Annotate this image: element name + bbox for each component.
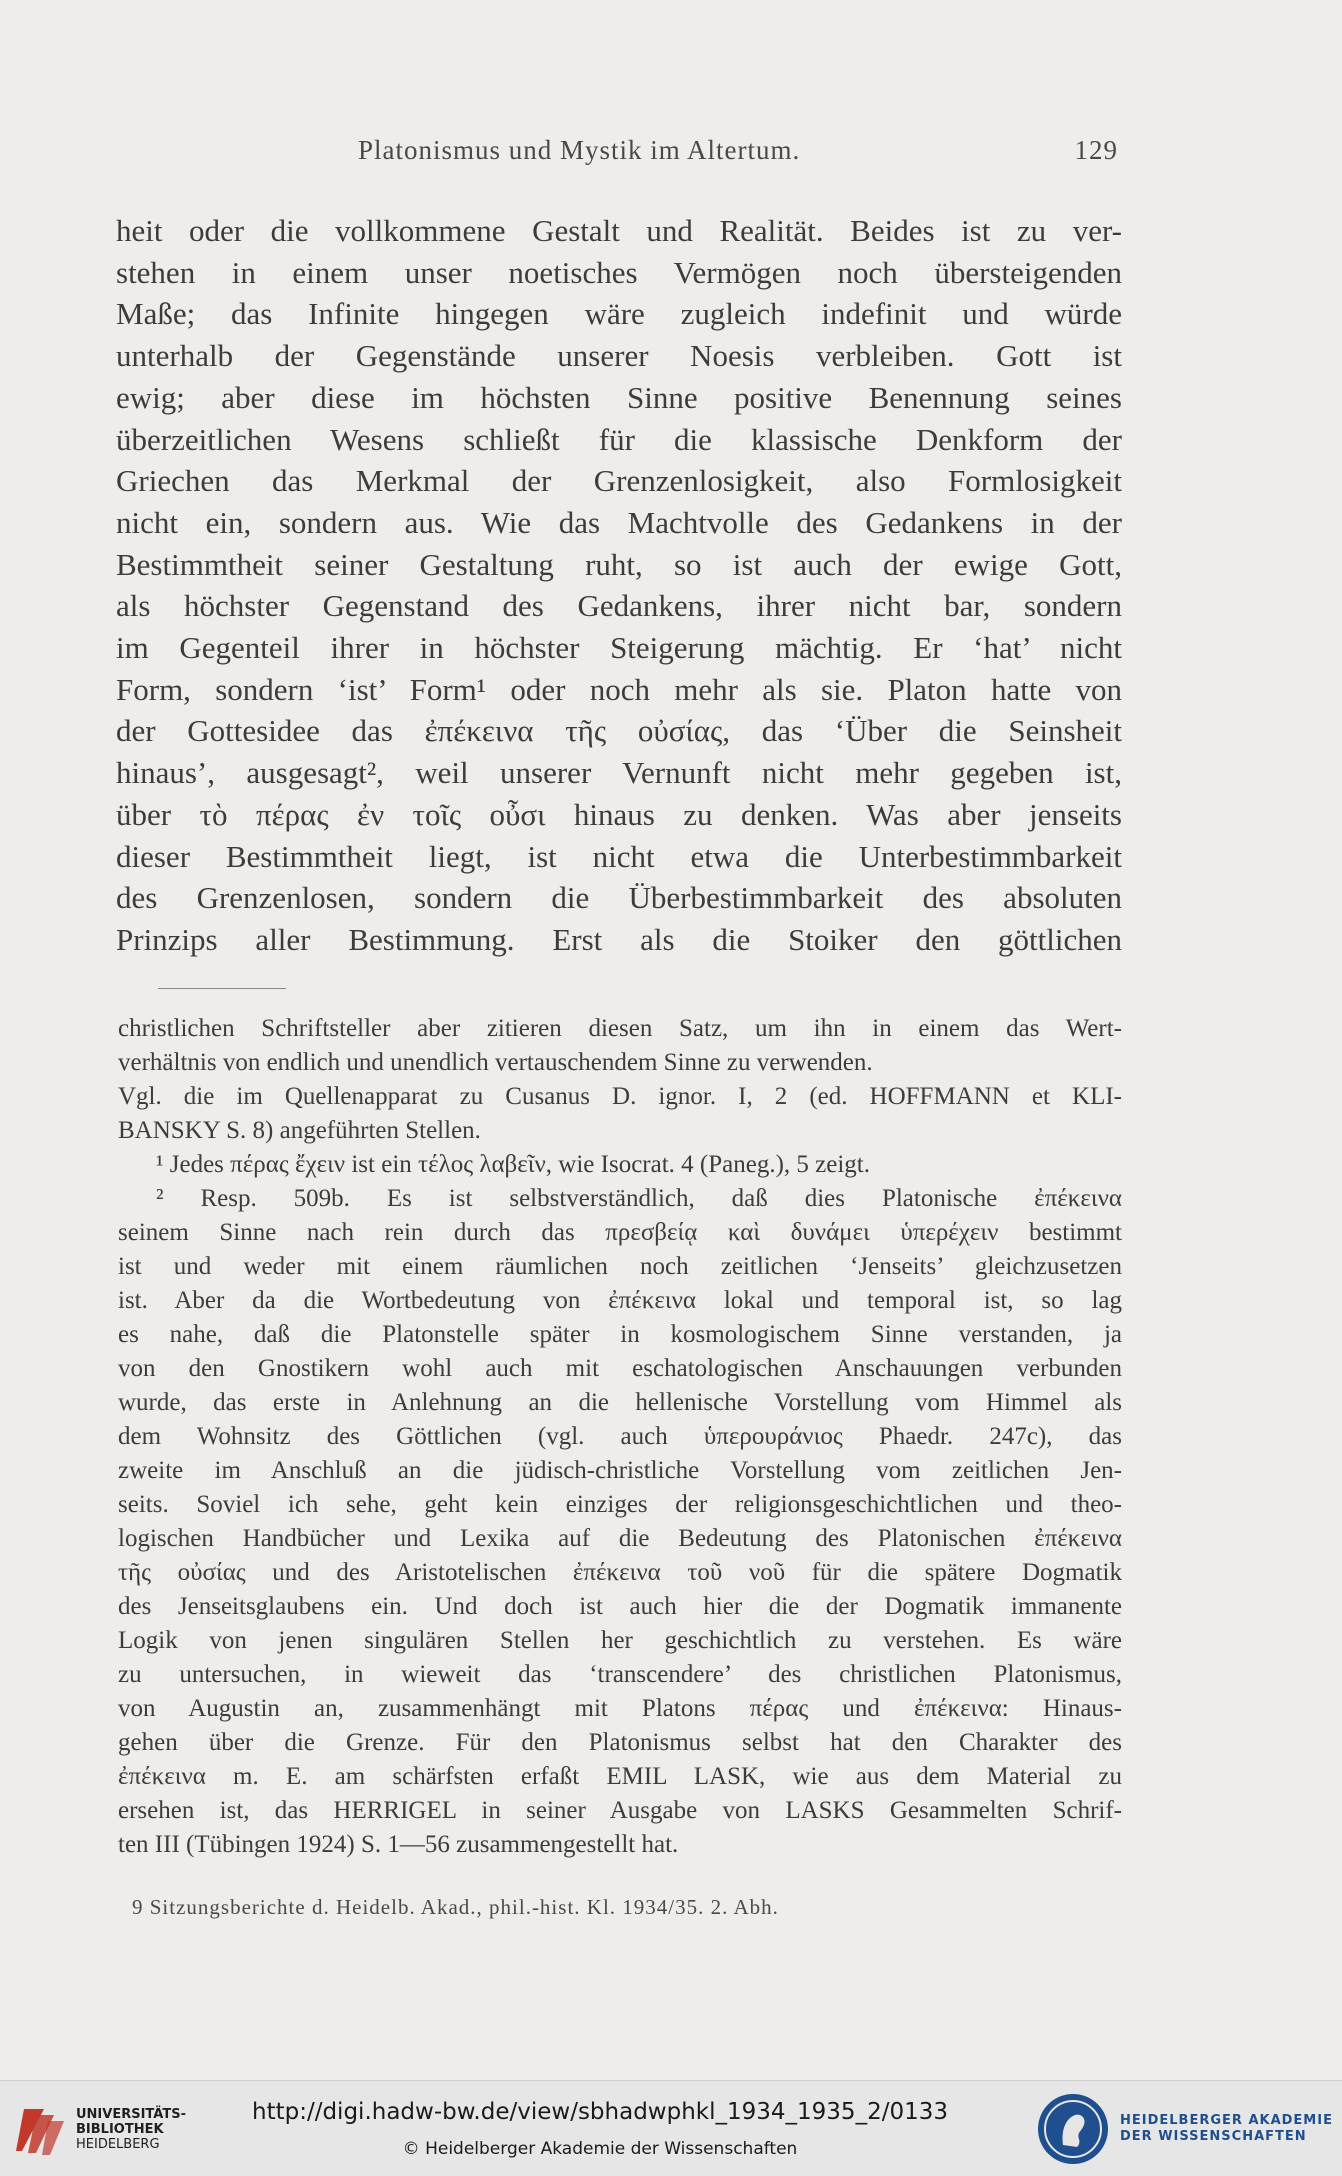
footnote-line: von den Gnostikern wohl auch mit eschatologischen Anschauungen verbunden [118, 1355, 1122, 1382]
footnote-line: zu untersuchen, in wieweit das ‘transcendere’ des christlichen Platonismus, [118, 1661, 1122, 1688]
running-title: Platonismus und Mystik im Altertum. [358, 135, 801, 165]
body-text-line: heit oder die vollkommene Gestalt und Realität. Beides ist zu ver- [116, 213, 1122, 248]
footnote-line: christlichen Schriftsteller aber zitieren diesen Satz, um ihn in einem das Wert- [118, 1015, 1122, 1042]
university-library-logo-icon[interactable] [14, 2101, 66, 2159]
footnote-line: des Jenseitsglaubens ein. Und doch ist auch hier die der Dogmatik immanente [118, 1593, 1122, 1620]
body-text-line: im Gegenteil ihrer in höchster Steigerung mächtig. Er ‘hat’ nicht [116, 630, 1122, 666]
footnote-line: seits. Soviel ich sehe, geht kein einziges der religionsgeschichtlichen und theo- [118, 1491, 1122, 1518]
body-text-line: Form, sondern ‘ist’ Form¹ oder noch mehr als sie. Platon hatte von [116, 671, 1122, 707]
footnote-line: wurde, das erste in Anlehnung an die hellenische Vorstellung vom Himmel als [118, 1389, 1122, 1416]
main-text [116, 210, 1122, 961]
footnote-line: ist und weder mit einem räumlichen noch zeitlichen ‘Jenseits’ gleichzusetzen [118, 1253, 1122, 1280]
footnote-line: BANSKY S. 8) angeführten Stellen. [118, 1117, 481, 1144]
signature-line: 9 Sitzungsberichte d. Heidelb. Akad., phil.-hist. Kl. 1934/35. 2. Abh. [132, 1895, 779, 1919]
footnote-line: τῆς οὐσίας und des Aristotelischen ἐπέκεινα τοῦ νοῦ für die spätere Dogmatik [118, 1559, 1122, 1586]
body-text-line: des Grenzenlosen, sondern die Überbestimmbarkeit des absoluten [116, 880, 1122, 916]
body-text-line: als höchster Gegenstand des Gedankens, ihrer nicht bar, sondern [116, 588, 1122, 624]
body-text-line: stehen in einem unser noetisches Vermögen noch übersteigenden [116, 254, 1122, 290]
footnote-line: ersehen ist, das HERRIGEL in seiner Ausgabe von LASKS Gesammelten Schrif- [118, 1797, 1122, 1824]
running-header [118, 135, 1118, 175]
academy-seal-icon[interactable] [1035, 2091, 1111, 2167]
body-text-line: über τὸ πέρας ἐν τοῖς οὖσι hinaus zu denken. Was aber jenseits [116, 796, 1122, 832]
body-text-line: Griechen das Merkmal der Grenzenlosigkeit, also Formlosigkeit [116, 463, 1122, 499]
footnote-line: Vgl. die im Quellenapparat zu Cusanus D. ignor. I, 2 (ed. HOFFMANN et KLI- [118, 1083, 1122, 1110]
footnote-line: es nahe, daß die Platonstelle später in kosmologischem Sinne verstanden, ja [118, 1321, 1122, 1348]
footnote-line: Logik von jenen singulären Stellen her geschichtlich zu verstehen. Es wäre [118, 1627, 1122, 1654]
footnote-line: ¹ Jedes πέρας ἔχειν ist ein τέλος λαβεῖν, wie Isocrat. 4 (Paneg.), 5 zeigt. [156, 1151, 871, 1178]
body-text-line: dieser Bestimmtheit liegt, ist nicht etwa die Unterbestimmbarkeit [116, 838, 1122, 874]
body-text-line: unterhalb der Gegenstände unserer Noesis verbleiben. Gott ist [116, 338, 1122, 374]
body-text-line: ewig; aber diese im höchsten Sinne positive Benennung seines [116, 379, 1122, 415]
footnote-line: ἐπέκεινα m. E. am schärfsten erfaßt EMIL LASK, wie aus dem Material zu [118, 1763, 1122, 1790]
permalink-url[interactable]: http://digi.hadw-bw.de/view/sbhadwphkl_1934_1935_2/0133 [252, 2099, 948, 2125]
footnotes [118, 1012, 1122, 1862]
footnote-rule [158, 988, 286, 989]
footnote-line: logischen Handbücher und Lexika auf die Bedeutung des Platonischen ἐπέκεινα [118, 1525, 1122, 1552]
university-library-name: UNIVERSITÄTS- BIBLIOTHEK HEIDELBERG [76, 2107, 186, 2152]
academy-name: HEIDELBERGER AKADEMIE DER WISSENSCHAFTEN [1120, 2113, 1333, 2144]
body-text-line: hinaus’, ausgesagt², weil unserer Vernunft nicht mehr gegeben ist, [116, 755, 1122, 791]
body-text-line: überzeitlichen Wesens schließt für die klassische Denkform der [116, 421, 1122, 457]
footer-bar [0, 2080, 1342, 2176]
body-text-line: Bestimmtheit seiner Gestaltung ruht, so ist auch der ewige Gott, [116, 546, 1122, 582]
body-text-line: Prinzips aller Bestimmung. Erst als die Stoiker den göttlichen [116, 921, 1122, 957]
footnote-line: ten III (Tübingen 1924) S. 1—56 zusammengestellt hat. [118, 1831, 679, 1858]
footnote-line: gehen über die Grenze. Für den Platonismus selbst hat den Charakter des [118, 1729, 1122, 1756]
footnote-line: zweite im Anschluß an die jüdisch-christliche Vorstellung vom zeitlichen Jen- [118, 1457, 1122, 1484]
footnote-line: von Augustin an, zusammenhängt mit Platons πέρας und ἐπέκεινα: Hinaus- [118, 1695, 1122, 1722]
body-text-line: der Gottesidee das ἐπέκεινα τῆς οὐσίας, das ‘Über die Seinsheit [116, 713, 1122, 749]
footnote-line: ist. Aber da die Wortbedeutung von ἐπέκεινα lokal und temporal ist, so lag [118, 1287, 1122, 1314]
copyright-notice: © Heidelberger Akademie der Wissenschaften [402, 2139, 798, 2159]
body-text-line: Maße; das Infinite hingegen wäre zugleich indefinit und würde [116, 296, 1122, 332]
footnote-line: verhältnis von endlich und unendlich vertauschendem Sinne zu verwenden. [118, 1049, 873, 1076]
footnote-line: dem Wohnsitz des Göttlichen (vgl. auch ὑπερουράνιος Phaedr. 247c), das [118, 1423, 1122, 1450]
body-text-line: nicht ein, sondern aus. Wie das Machtvolle des Gedankens in der [116, 504, 1122, 540]
footnote-line: ² Resp. 509b. Es ist selbstverständlich, daß dies Platonische ἐπέκεινα [156, 1185, 1122, 1212]
footnote-line: seinem Sinne nach rein durch das πρεσβείᾳ καὶ δυνάμει ὑπερέχειν bestimmt [118, 1219, 1122, 1246]
page-number: 129 [1074, 135, 1118, 165]
